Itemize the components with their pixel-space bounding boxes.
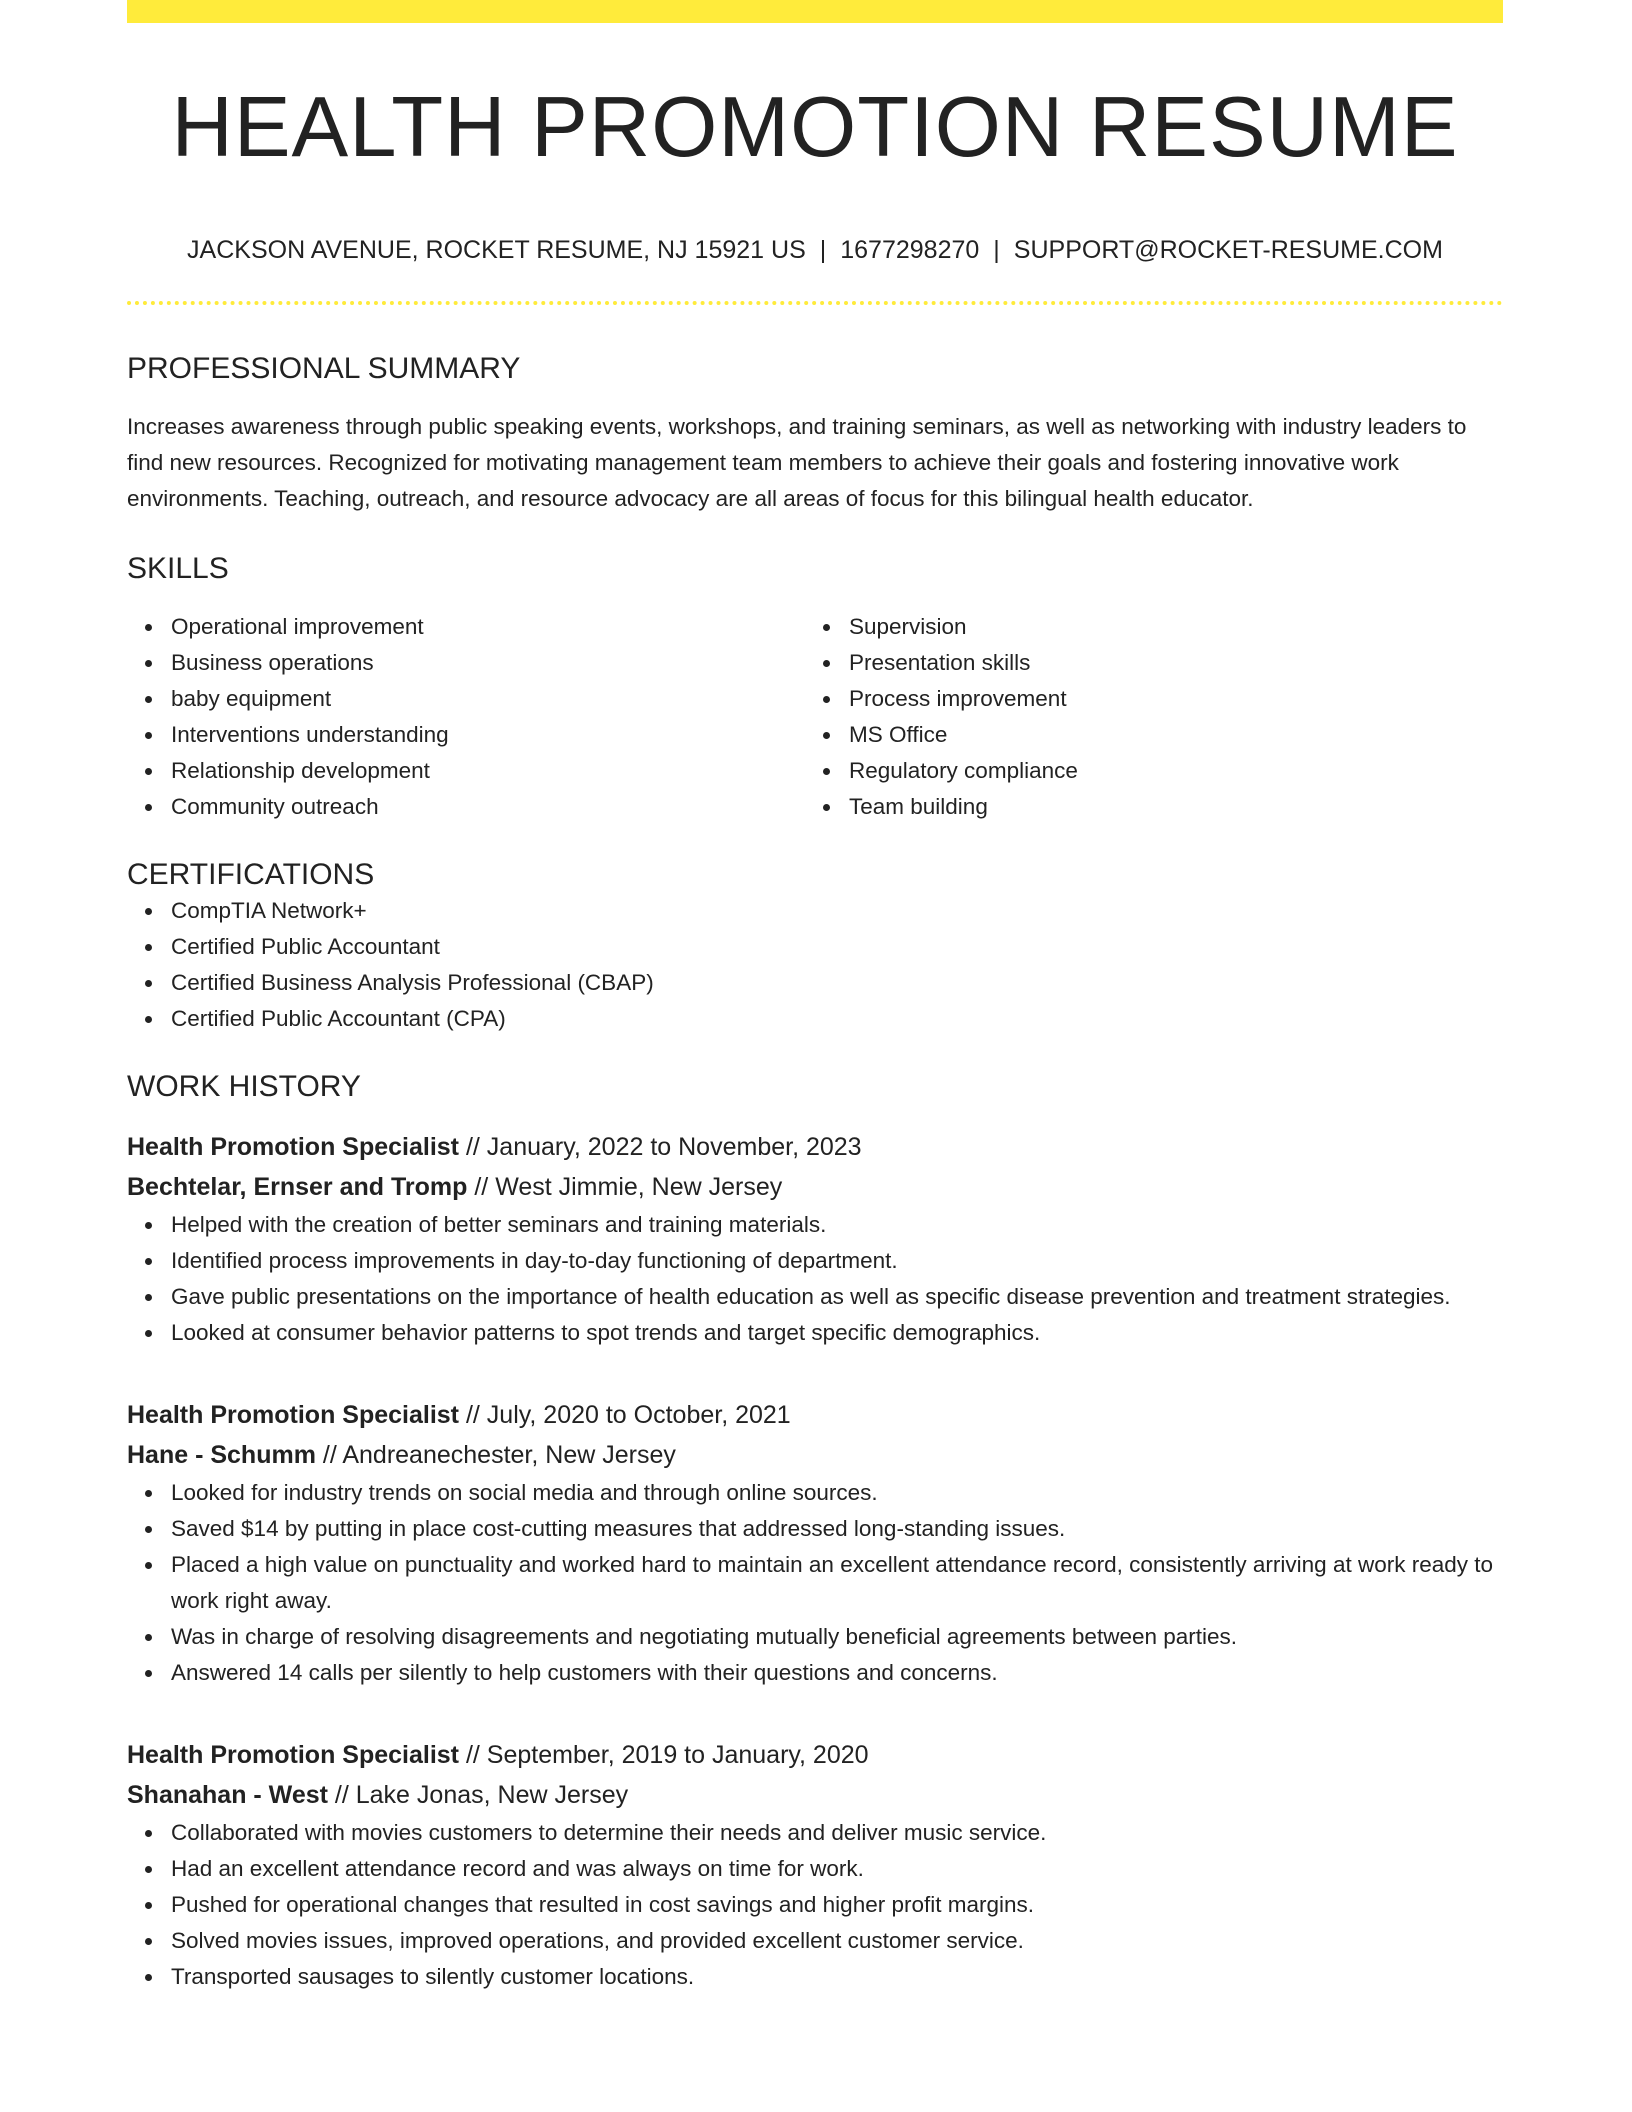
job-entry: [127, 1735, 1503, 1995]
job-company-line: [127, 1167, 1503, 1207]
job-bullet: Solved movies issues, improved operations, and provided excellent customer service.: [127, 1923, 1503, 1959]
job-company-line: [127, 1435, 1503, 1475]
job-title-line: [127, 1395, 1503, 1435]
contact-separator: |: [993, 235, 1000, 264]
skill-item: Operational improvement: [127, 609, 805, 645]
skill-item: Community outreach: [127, 789, 805, 825]
job-title: Health Promotion Specialist: [127, 1400, 460, 1429]
job-dates: // January, 2022 to November, 2023: [459, 1132, 862, 1161]
contact-phone: 1677298270: [840, 235, 980, 264]
job-bullet: Was in charge of resolving disagreements and negotiating mutually beneficial agreements between parties.: [127, 1619, 1503, 1655]
skill-item: Regulatory compliance: [805, 753, 1483, 789]
job-title: Health Promotion Specialist: [127, 1740, 460, 1769]
certification-item: Certified Business Analysis Professional (CBAP): [127, 965, 1503, 1001]
skill-item: Presentation skills: [805, 645, 1483, 681]
job-bullets: [127, 1475, 1503, 1691]
job-company-line: [127, 1775, 1503, 1815]
job-bullet: Saved $14 by putting in place cost-cutting measures that addressed long-standing issues.: [127, 1511, 1503, 1547]
certification-item: Certified Public Accountant: [127, 929, 1503, 965]
skill-item: Supervision: [805, 609, 1483, 645]
job-title-line: [127, 1127, 1503, 1167]
contact-separator: |: [819, 235, 827, 264]
certification-item: CompTIA Network+: [127, 893, 1503, 929]
job-bullet: Helped with the creation of better seminars and training materials.: [127, 1207, 1503, 1243]
resume-title: HEALTH PROMOTION RESUME: [171, 80, 1459, 175]
job-bullet: Looked for industry trends on social media and through online sources.: [127, 1475, 1503, 1511]
skill-item: MS Office: [805, 717, 1483, 753]
job-entry: [127, 1127, 1503, 1351]
resume-page: [127, 0, 1503, 1995]
accent-top-bar: [127, 0, 1503, 23]
skill-item: Team building: [805, 789, 1483, 825]
job-bullet: Gave public presentations on the importance of health education as well as specific disease prevention and treatment strategies.: [127, 1279, 1503, 1315]
job-dates: // July, 2020 to October, 2021: [459, 1400, 791, 1429]
job-bullet: Pushed for operational changes that resulted in cost savings and higher profit margins.: [127, 1887, 1503, 1923]
job-bullet: Transported sausages to silently customer locations.: [127, 1959, 1503, 1995]
skill-item: baby equipment: [127, 681, 805, 717]
work-history-heading: WORK HISTORY: [127, 1069, 361, 1103]
certification-item: Certified Public Accountant (CPA): [127, 1001, 1503, 1037]
skills-heading: SKILLS: [127, 551, 229, 585]
contact-email: SUPPORT@ROCKET-RESUME.COM: [1013, 235, 1443, 264]
skills-columns: [127, 609, 1503, 825]
job-location: // Lake Jonas, New Jersey: [327, 1780, 629, 1809]
job-title: Health Promotion Specialist: [127, 1132, 460, 1161]
skills-column-left: [127, 609, 805, 825]
summary-text: Increases awareness through public speaking events, workshops, and training seminars, as well as networking with industry leaders to find new resources. Recognized for motivating management team members to achieve their goals and fostering innovative work environments. Teaching, outreach, and resource advocacy are all areas of focus for this bilingual health educator.: [127, 413, 1467, 511]
job-bullet: Looked at consumer behavior patterns to spot trends and target specific demographics.: [127, 1315, 1503, 1351]
job-bullet: Collaborated with movies customers to determine their needs and deliver music service.: [127, 1815, 1503, 1851]
certifications-heading: CERTIFICATIONS: [127, 857, 375, 891]
skills-column-right: [805, 609, 1483, 825]
job-title-line: [127, 1735, 1503, 1775]
job-bullet: Placed a high value on punctuality and worked hard to maintain an excellent attendance record, consistently arriving at work ready to work right away.: [127, 1547, 1503, 1619]
contact-address: JACKSON AVENUE, ROCKET RESUME, NJ 15921 US: [187, 235, 806, 264]
skill-item: Business operations: [127, 645, 805, 681]
job-bullets: [127, 1207, 1503, 1351]
skills-list-right: [805, 609, 1483, 825]
job-company: Hane - Schumm: [127, 1440, 316, 1469]
skill-item: Interventions understanding: [127, 717, 805, 753]
skills-list-left: [127, 609, 805, 825]
job-company: Shanahan - West: [127, 1780, 328, 1809]
job-location: // Andreanechester, New Jersey: [315, 1440, 676, 1469]
job-bullet: Answered 14 calls per silently to help customers with their questions and concerns.: [127, 1655, 1503, 1691]
dotted-divider: [127, 301, 1503, 305]
certifications-list: [127, 893, 1503, 1037]
job-entry: [127, 1395, 1503, 1691]
contact-info: [127, 235, 1503, 265]
job-company: Bechtelar, Ernser and Tromp: [127, 1172, 468, 1201]
job-bullet: Identified process improvements in day-to-day functioning of department.: [127, 1243, 1503, 1279]
job-location: // West Jimmie, New Jersey: [467, 1172, 783, 1201]
job-dates: // September, 2019 to January, 2020: [459, 1740, 869, 1769]
job-bullets: [127, 1815, 1503, 1995]
skill-item: Process improvement: [805, 681, 1483, 717]
job-bullet: Had an excellent attendance record and was always on time for work.: [127, 1851, 1503, 1887]
skill-item: Relationship development: [127, 753, 805, 789]
summary-heading: PROFESSIONAL SUMMARY: [127, 351, 521, 385]
